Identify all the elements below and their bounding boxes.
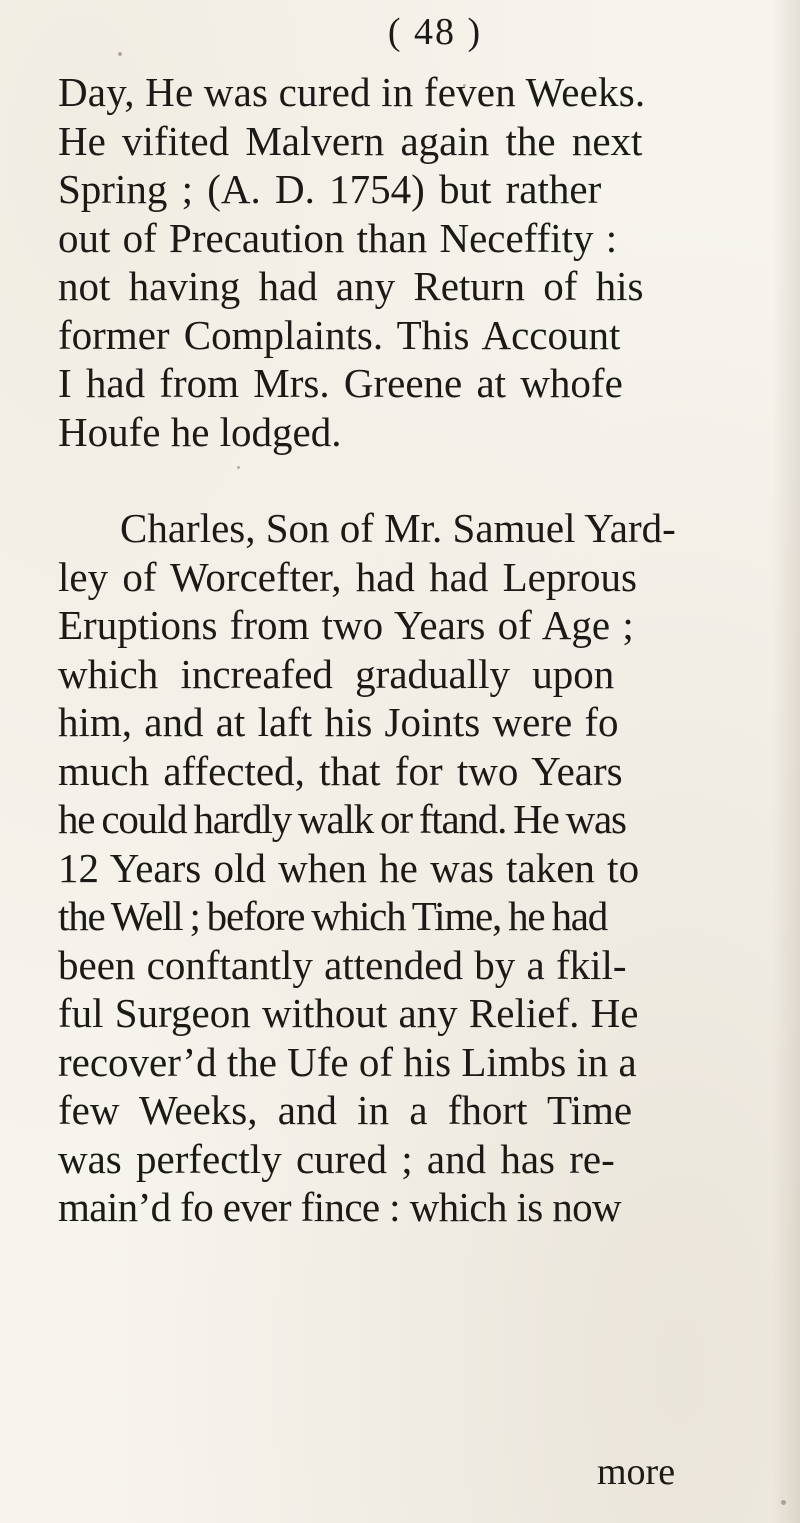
paragraph-2 bbox=[58, 504, 793, 1232]
paragraph-1 bbox=[58, 68, 793, 456]
text-line: much affected, that for two Years bbox=[58, 747, 623, 794]
paper-speck bbox=[237, 466, 240, 469]
text-line: few Weeks, and in a fhort Time bbox=[58, 1087, 633, 1133]
text-line: which increafed gradually upon bbox=[58, 650, 615, 697]
text-line: Eruptions from two Years of Age ; bbox=[58, 602, 634, 648]
text-line: Houfe he lodged. bbox=[58, 408, 342, 455]
text-line: main’d fo ever fince : which is now bbox=[58, 1184, 622, 1230]
text-line: ful Surgeon without any Relief. He bbox=[58, 990, 639, 1036]
text-line: former Complaints. This Account bbox=[58, 311, 621, 358]
text-line: not having had any Return of his bbox=[58, 263, 644, 309]
text-line: 12 Years old when he was taken to bbox=[58, 844, 640, 891]
text-line: Day, He was cured in feven Weeks. bbox=[58, 69, 646, 115]
text-line: I had from Mrs. Greene at whofe bbox=[58, 360, 623, 406]
text-line: Charles, Son of Mr. Samuel Yard- bbox=[120, 505, 676, 551]
text-line: out of Precaution than Neceffity : bbox=[58, 214, 618, 261]
catchword: more bbox=[597, 1451, 676, 1493]
text-line: Spring ; (A. D. 1754) but rather bbox=[58, 166, 602, 212]
paper-speck bbox=[463, 84, 466, 87]
text-line: him, and at laft his Joints were fo bbox=[58, 699, 619, 745]
text-line: was perfectly cured ; and has re- bbox=[58, 1135, 615, 1182]
text-line: the Well ; before which Time, he had bbox=[58, 893, 608, 939]
text-line: ley of Worcefter, had had Leprous bbox=[58, 553, 637, 600]
paper-speck bbox=[118, 52, 122, 56]
text-line: recover’d the Ufe of his Limbs in a bbox=[58, 1038, 637, 1085]
text-line: he could hardly walk or ftand. He was bbox=[58, 796, 626, 842]
page-number: ( 48 ) bbox=[387, 11, 483, 53]
text-line: He vifited Malvern again the next bbox=[58, 117, 643, 164]
text-line: been conftantly attended by a fkil- bbox=[58, 941, 627, 988]
body-text bbox=[58, 68, 793, 1232]
paper-speck bbox=[781, 1500, 786, 1505]
